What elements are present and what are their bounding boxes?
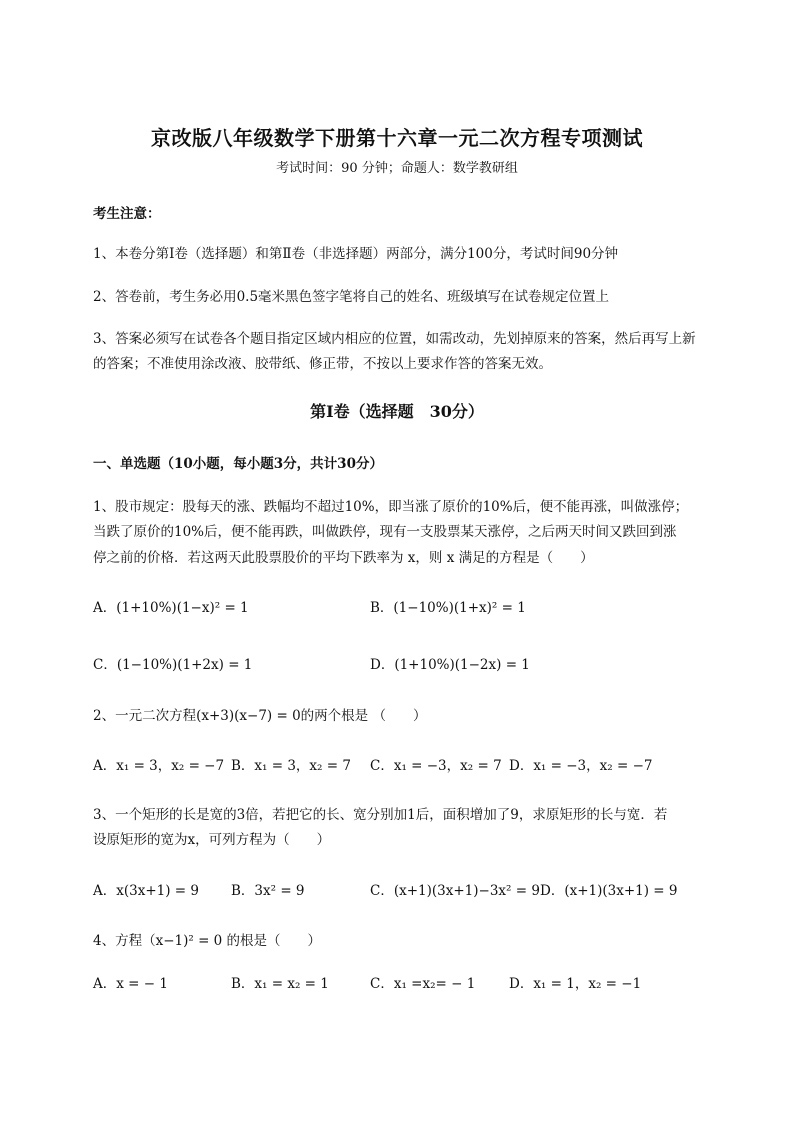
notice-item: 1、本卷分第Ⅰ卷（选择题）和第Ⅱ卷（非选择题）两部分，满分100分，考试时间90分钟 — [93, 246, 619, 262]
option-b[interactable]: B．x₁ = x₂ = 1 — [231, 976, 329, 992]
option-d[interactable]: D．x₁ = −3，x₂ = −7 — [509, 758, 653, 774]
part-heading: 一、单选题（10小题，每小题3分，共计30分） — [93, 456, 383, 472]
notice-item: 2、答卷前，考生务必用0.5毫米黑色签字笔将自己的姓名、班级填写在试卷规定位置上 — [93, 289, 610, 305]
option-d[interactable]: D．(x+1)(3x+1) = 9 — [540, 883, 678, 899]
option-d[interactable]: D．x₁ = 1，x₂ = −1 — [509, 976, 642, 992]
option-a[interactable]: A．x = − 1 — [93, 976, 168, 992]
option-b[interactable]: B．3x² = 9 — [231, 883, 305, 899]
exam-info: 考试时间：90 分钟；命题人：数学教研组 — [276, 161, 518, 176]
question-text: 2、一元二次方程(x+3)(x−7) = 0的两个根是 （ ） — [93, 708, 427, 724]
notice-item: 的答案；不准使用涂改液、胶带纸、修正带，不按以上要求作答的答案无效。 — [93, 356, 552, 372]
option-a[interactable]: A．x₁ = 3，x₂ = −7 — [93, 758, 225, 774]
option-b[interactable]: B．(1−10%)(1+x)² = 1 — [370, 600, 526, 616]
option-c[interactable]: C．x₁ = −3，x₂ = 7 — [370, 758, 502, 774]
question-text: 停之前的价格．若这两天此股票股价的平均下跌率为 x，则 x 满足的方程是（ ） — [93, 550, 594, 566]
question-text: 设原矩形的宽为x，可列方程为（ ） — [93, 832, 331, 848]
question-text: 4、方程（x−1)² = 0 的根是（ ） — [93, 933, 322, 949]
question-text: 3、一个矩形的长是宽的3倍，若把它的长、宽分别加1后，面积增加了9，求原矩形的长与宽．若 — [93, 807, 668, 823]
question-text: 1、股市规定：股每天的涨、跌幅均不超过10%，即当涨了原价的10%后，便不能再涨，叫做涨停； — [93, 499, 689, 515]
option-c[interactable]: C．x₁ =x₂= − 1 — [370, 976, 476, 992]
page-title: 京改版八年级数学下册第十六章一元二次方程专项测试 — [151, 126, 643, 150]
option-c[interactable]: C．(1−10%)(1+2x) = 1 — [93, 657, 253, 673]
option-c[interactable]: C．(x+1)(3x+1)−3x² = 9 — [370, 883, 540, 899]
option-a[interactable]: A．(1+10%)(1−x)² = 1 — [93, 600, 249, 616]
notice-heading: 考生注意： — [93, 206, 161, 222]
option-a[interactable]: A．x(3x+1) = 9 — [93, 883, 199, 899]
question-text: 当跌了原价的10%后，便不能再跌，叫做跌停，现有一支股票某天涨停，之后两天时间又跌回到涨 — [93, 524, 677, 540]
section-title: 第Ⅰ卷（选择题 30分） — [310, 402, 484, 421]
option-b[interactable]: B．x₁ = 3，x₂ = 7 — [231, 758, 351, 774]
option-d[interactable]: D．(1+10%)(1−2x) = 1 — [370, 657, 530, 673]
notice-item: 3、答案必须写在试卷各个题目指定区域内相应的位置，如需改动，先划掉原来的答案，然后再写上新 — [93, 331, 696, 347]
